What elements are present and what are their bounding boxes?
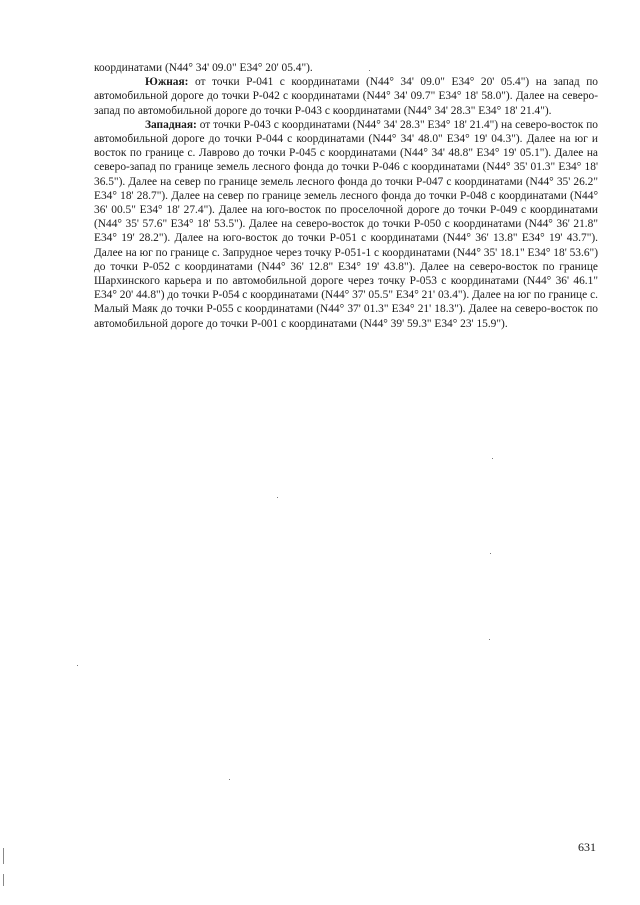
- scan-speck: [277, 497, 278, 498]
- scan-speck: [489, 639, 490, 640]
- scan-speck: [77, 665, 78, 666]
- scan-speck: [369, 70, 370, 71]
- west-boundary-heading: Западная:: [145, 118, 197, 131]
- south-boundary-heading: Южная:: [145, 76, 189, 89]
- paragraph-west-boundary: [94, 118, 598, 331]
- west-boundary-text: от точки Р-043 с координатами (N44° 34' 28.3" E34° 18' 21.4") на северо-восток по автомобильной дороге до точки Р-044 с координатами (N44° 34' 48.0" E34° 19' 04.3"). Далее на юг и восток по границе с. Лаврово до точки Р-045 с координатами (N44° 34' 48.8" E34° 19' 05.1"). Далее на северо-запад по границе земель лесного фонда до точки Р-046 с координатами (N44° 35' 01.3" E34° 18' 36.5"). Далее на север по границе земель лесного фонда до точки Р-047 с координатами (N44° 35' 26.2" E34° 18' 28.7"). Далее на север по границе земель лесного фонда до точки Р-048 с координатами (N44° 36' 00.5" E34° 18' 27.4"). Далее на юго-восток по проселочной дороге до точки Р-049 с координатами (N44° 35' 57.6" E34° 18' 53.5"). Далее на северо-восток до точки Р-050 с координатами (N44° 36' 21.8" E34° 19' 28.2"). Далее на юго-восток до точки Р-051 с координатами (N44° 36' 13.8" E34° 19' 43.7"). Далее на юг по границе с. Запрудное через точку Р-051-1 с координатами (N44° 35' 18.1" E34° 18' 53.6") до точки Р-052 с координатами (N44° 36' 12.8" E34° 19' 43.8"). Далее на северо-восток по границе Шархинского карьера и по автомобильной дороге через точку Р-053 с координатами (N44° 36' 46.1" E34° 20' 44.8") до точки Р-054 с координатами (N44° 37' 05.5" E34° 21' 03.4"). Далее на юг по границе с. Малый Маяк до точки Р-055 с координатами (N44° 37' 01.3" E34° 21' 18.3"). Далее на северо-восток по автомобильной дороге до точки Р-001 с координатами (N44° 39' 59.3" E34° 23' 15.9").: [94, 118, 598, 330]
- scan-speck: [229, 779, 230, 780]
- scan-speck: [490, 553, 491, 554]
- south-boundary-text: от точки Р-041 с координатами (N44° 34' 09.0" E34° 20' 05.4") на запад по автомобильной дороге до точки Р-042 с координатами (N44° 34' 09.7" E34° 18' 58.0"). Далее на северо-запад по автомобильной дороге до точки Р-043 с координатами (N44° 34' 28.3" E34° 18' 21.4").: [94, 76, 598, 117]
- scan-speck: [492, 458, 493, 459]
- paragraph-continuation: [94, 61, 598, 75]
- scan-margin-mark: [3, 874, 4, 886]
- document-body: [94, 61, 598, 331]
- paragraph-continuation-text: координатами (N44° 34' 09.0" E34° 20' 05.4").: [94, 62, 313, 74]
- page-number: 631: [578, 840, 596, 854]
- scan-margin-mark: [3, 848, 4, 864]
- paragraph-south-boundary: [94, 75, 598, 118]
